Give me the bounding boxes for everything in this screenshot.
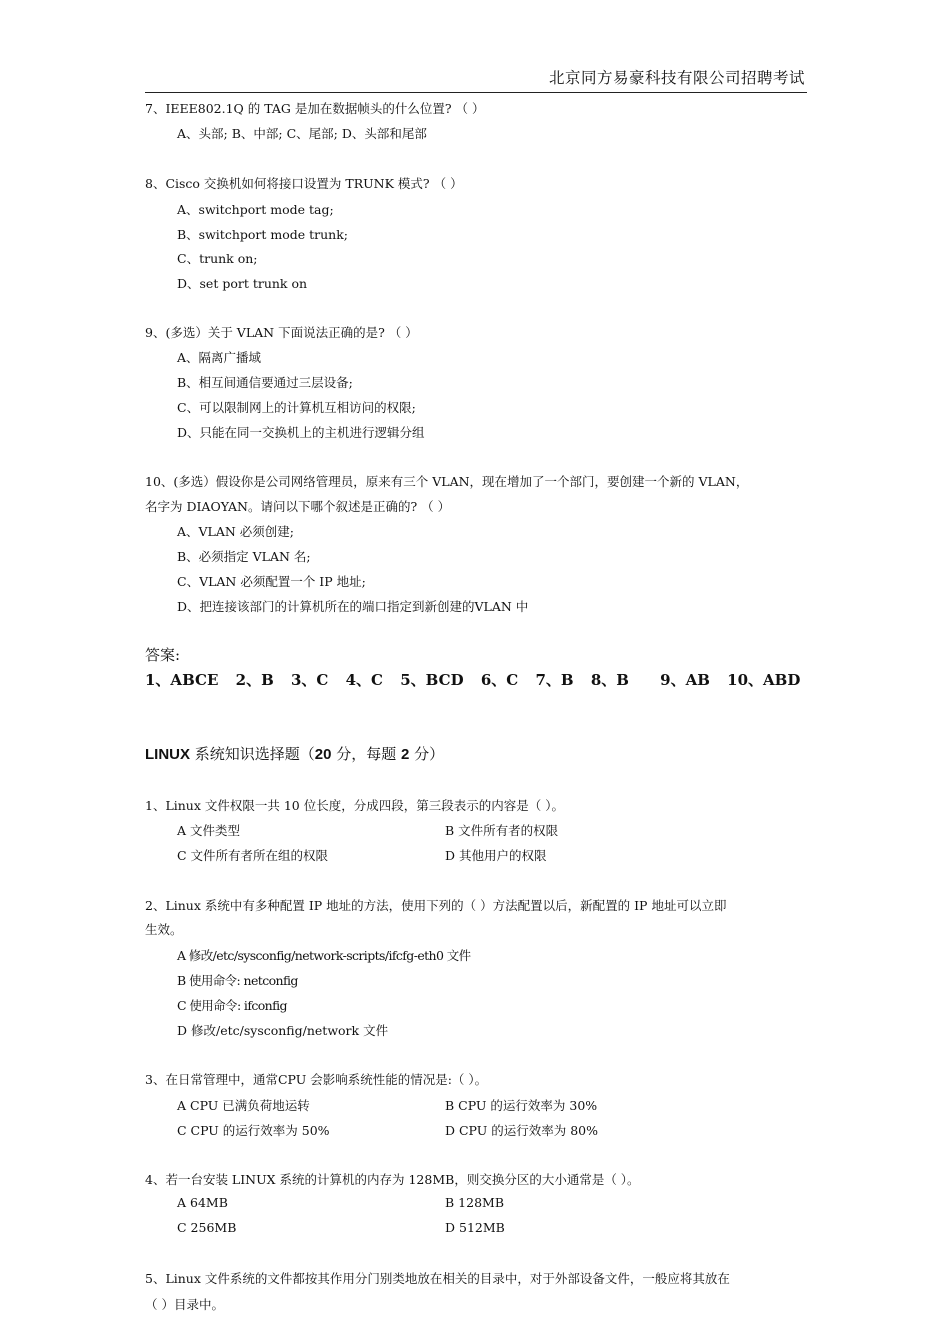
- answer-item: 9、AB: [660, 671, 710, 689]
- linux-question-1-option-c: C 文件所有者所在组的权限: [177, 848, 329, 863]
- linux-question-2-option-a: A 修改/etc/sysconfig/network-scripts/ifcfg-eth0 文件: [177, 948, 471, 963]
- question-8-text: 8、Cisco 交换机如何将接口设置为 TRUNK 模式? （ ）: [145, 176, 463, 191]
- question-8-option-b: B、switchport mode trunk;: [177, 227, 349, 242]
- linux-question-1-option-d: D 其他用户的权限: [445, 848, 547, 863]
- question-8-option-c: C、trunk on;: [177, 251, 258, 266]
- section-title-mid: 系统知识选择题（: [190, 745, 315, 763]
- header-title: 北京同方易豪科技有限公司招聘考试: [548, 69, 805, 87]
- question-8-option-a: A、switchport mode tag;: [177, 202, 334, 217]
- question-7-text: 7、IEEE802.1Q 的 TAG 是加在数据帧头的什么位置? （ ）: [145, 101, 485, 116]
- answer-item: 6、C: [480, 671, 519, 689]
- page-header: [145, 64, 807, 93]
- question-7-options: A、头部; B、中部; C、尾部; D、头部和尾部: [177, 126, 427, 141]
- section-title-score: 20: [314, 746, 332, 763]
- answer-item: 3、C: [291, 671, 329, 689]
- linux-question-2-line-2: 生效。: [145, 922, 183, 937]
- question-9-option-b: B、相互间通信要通过三层设备;: [177, 375, 353, 390]
- question-9-text: 9、(多选）关于 VLAN 下面说法正确的是? （ ）: [145, 325, 418, 340]
- question-9-option-c: C、可以限制网上的计算机互相访问的权限;: [177, 400, 416, 415]
- section-title-mid2: 分，每题: [331, 745, 402, 763]
- linux-question-4-option-c: C 256MB: [177, 1220, 237, 1235]
- question-10-option-c: C、VLAN 必须配置一个 IP 地址;: [177, 574, 366, 589]
- section-title-linux: [145, 743, 444, 764]
- linux-question-4-option-a: A 64MB: [177, 1195, 228, 1210]
- linux-question-4-option-d: D 512MB: [445, 1220, 505, 1235]
- question-10-option-b: B、必须指定 VLAN 名;: [177, 549, 311, 564]
- linux-question-5-line-1: 5、Linux 文件系统的文件都按其作用分门别类地放在相关的目录中，对于外部设备文件，一般应将其放在: [145, 1271, 730, 1286]
- linux-question-3-option-b: B CPU 的运行效率为 30%: [445, 1098, 598, 1113]
- section-title-bold: LINUX: [145, 746, 190, 763]
- section-title-each: 2: [401, 746, 410, 763]
- linux-question-5-line-2: （ ）目录中。: [145, 1297, 224, 1312]
- question-9-option-d: D、只能在同一交换机上的主机进行逻辑分组: [177, 425, 425, 440]
- linux-question-3-option-c: C CPU 的运行效率为 50%: [177, 1123, 330, 1138]
- linux-question-3-option-a: A CPU 已满负荷地运转: [177, 1098, 310, 1113]
- answer-item: 4、C: [345, 671, 384, 689]
- linux-question-1-text: 1、Linux 文件权限一共 10 位长度，分成四段，第三段表示的内容是（ ）。: [145, 798, 564, 813]
- linux-question-4-option-b: B 128MB: [445, 1195, 505, 1210]
- linux-question-4-text: 4、若一台安装 LINUX 系统的计算机的内存为 128MB，则交换分区的大小通常是（ ）。: [145, 1172, 640, 1187]
- linux-question-1-option-b: B 文件所有者的权限: [445, 823, 559, 838]
- question-10-option-d: D、把连接该部门的计算机所在的端口指定到新创建的VLAN 中: [177, 599, 529, 614]
- linux-question-2-option-c: C 使用命令: ifconfig: [177, 998, 287, 1013]
- linux-question-2-option-b: B 使用命令: netconfig: [177, 973, 298, 988]
- linux-question-1-option-a: A 文件类型: [177, 823, 241, 838]
- answer-item: 8、B: [590, 671, 629, 689]
- answers-list: [145, 669, 812, 690]
- linux-question-2-line-1: 2、Linux 系统中有多种配置 IP 地址的方法，使用下列的（ ）方法配置以后，新配置的 IP 地址可以立即: [145, 898, 727, 913]
- answer-item: 5、BCD: [400, 671, 464, 689]
- answer-item: 7、B: [535, 671, 574, 689]
- question-10-option-a: A、VLAN 必须创建;: [177, 524, 295, 539]
- linux-question-3-text: 3、在日常管理中，通常CPU 会影响系统性能的情况是:（ ）。: [145, 1072, 488, 1087]
- answer-item: 2、B: [235, 671, 274, 689]
- answer-item: 1、ABCE: [145, 671, 219, 689]
- linux-question-2-option-d: D 修改/etc/sysconfig/network 文件: [177, 1023, 389, 1038]
- question-8-option-d: D、set port trunk on: [177, 276, 308, 291]
- question-10-line-1: 10、(多选）假设你是公司网络管理员，原来有三个 VLAN，现在增加了一个部门，要创建一个新的 VLAN，: [145, 474, 749, 489]
- question-10-line-2: 名字为 DIAOYAN。请问以下哪个叙述是正确的? （ ）: [145, 499, 451, 514]
- answers-label: 答案:: [145, 646, 181, 664]
- section-title-end: 分）: [409, 745, 445, 763]
- answer-item: 10、ABD: [727, 671, 801, 689]
- question-9-option-a: A、隔离广播域: [177, 350, 262, 365]
- linux-question-3-option-d: D CPU 的运行效率为 80%: [445, 1123, 599, 1138]
